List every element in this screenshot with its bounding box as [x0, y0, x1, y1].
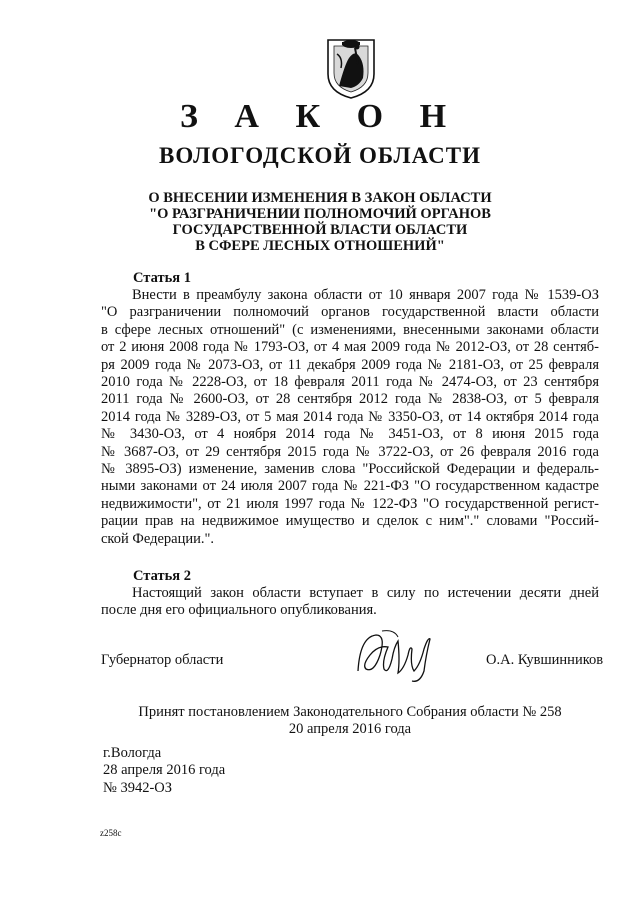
- city: г.Вологда: [103, 745, 162, 761]
- article-1-heading: Статья 1: [133, 270, 191, 286]
- subtitle-line: О ВНЕСЕНИИ ИЗМЕНЕНИЯ В ЗАКОН ОБЛАСТИ: [148, 190, 492, 206]
- subtitle-line: ГОСУДАРСТВЕННОЙ ВЛАСТИ ОБЛАСТИ: [172, 222, 468, 238]
- document-type-title: З А К О Н: [179, 98, 461, 135]
- signing-date: 28 апреля 2016 года: [103, 762, 226, 779]
- text-line: после дня его официального опубликования.: [101, 602, 377, 619]
- handwritten-signature: [354, 625, 440, 685]
- law-number: № 3942-ОЗ: [103, 779, 173, 796]
- governor-position: Губернатор области: [101, 652, 224, 668]
- article-2-heading: Статья 2: [133, 568, 191, 584]
- region-title: ВОЛОГОДСКОЙ ОБЛАСТИ: [159, 143, 481, 168]
- text-line: 2011 года № 2600-ОЗ, от 28 сентября 2012 года № 2838-ОЗ, от 5 февраля: [101, 391, 599, 408]
- text-line: № 3687-ОЗ, от 29 сентября 2015 года № 3722-ОЗ, от 26 февраля 2016 года: [101, 443, 599, 460]
- text-line: Настоящий закон области вступает в силу по истечении десяти дней: [132, 585, 599, 601]
- adoption-line: Принят постановлением Законодательного Собрания области № 258: [138, 704, 562, 720]
- text-line: недвижимости", от 21 июля 1997 года № 122-ФЗ "О государственной регист-: [101, 495, 599, 512]
- coat-of-arms-icon: [325, 34, 377, 100]
- law-subtitle: [0, 190, 640, 254]
- place-and-date: [103, 745, 225, 797]
- governor-name: О.А. Кувшинников: [486, 652, 604, 668]
- text-line: от 2 июня 2008 года № 1793-ОЗ, от 4 мая 2009 года № 2012-ОЗ, от 28 сентяб-: [101, 339, 599, 356]
- subtitle-line: В СФЕРЕ ЛЕСНЫХ ОТНОШЕНИЙ": [195, 238, 445, 254]
- text-line: Внести в преамбулу закона области от 10 января 2007 года № 1539-ОЗ: [132, 287, 599, 303]
- document-code: z258c: [100, 828, 122, 838]
- text-line: 2014 года № 3289-ОЗ, от 5 мая 2014 года № 3350-ОЗ, от 14 октября 2014 года: [101, 408, 599, 425]
- article-1-text: [101, 287, 599, 548]
- text-line: ря 2009 года № 2073-ОЗ, от 11 декабря 2009 года № 2181-ОЗ, от 25 февраля: [101, 356, 599, 373]
- adoption-line: 20 апреля 2016 года: [288, 721, 412, 738]
- subtitle-line: "О РАЗГРАНИЧЕНИИ ПОЛНОМОЧИЙ ОРГАНОВ: [149, 206, 491, 222]
- adoption-note: [0, 704, 640, 739]
- article-2-text: [101, 585, 599, 620]
- text-line: ской Федерации.".: [101, 530, 215, 547]
- text-line: в сфере лесных отношений" (с изменениями, внесенными законами области: [101, 321, 599, 338]
- text-line: № 3895-ОЗ) изменение, заменив слова "Российской Федерации и федераль-: [101, 461, 599, 478]
- text-line: № 3430-ОЗ, от 4 ноября 2014 года № 3451-ОЗ, от 8 июня 2015 года: [101, 426, 599, 443]
- text-line: "О разграничении полномочий органов государственной власти области: [101, 304, 599, 321]
- text-line: ными законами от 24 июля 2007 года № 221-ФЗ "О государственном кадастре: [101, 478, 599, 495]
- text-line: рации прав на недвижимое имущество и сделок с ним"." словами "Россий-: [101, 513, 599, 530]
- text-line: 2010 года № 2228-ОЗ, от 18 февраля 2011 года № 2474-ОЗ, от 23 сентября: [101, 374, 599, 391]
